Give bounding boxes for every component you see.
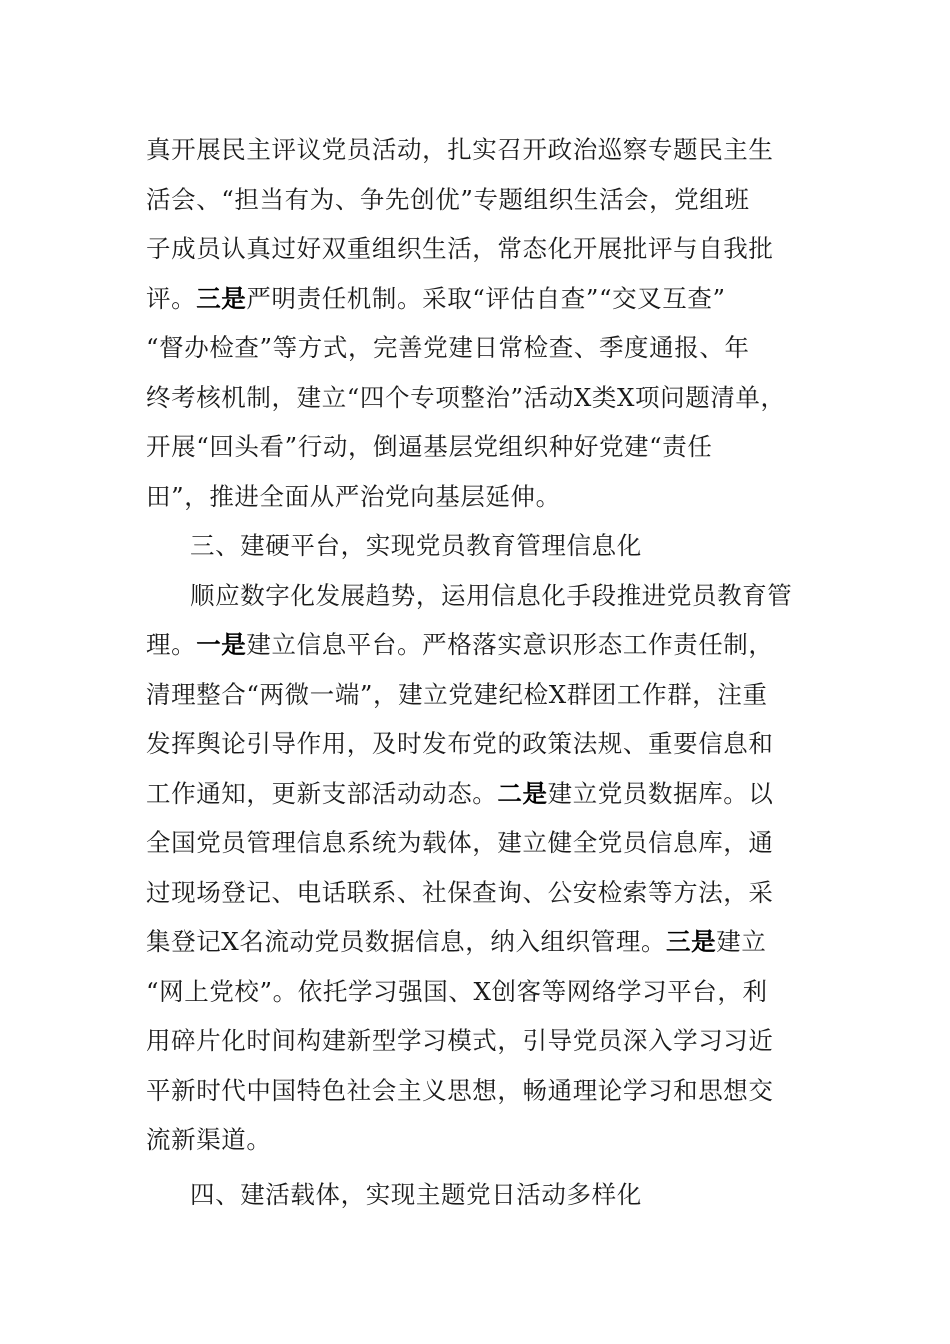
text-line	[146, 823, 774, 863]
text-run: 活会、“担当有为、争先创优”专题组织生活会，党组班	[146, 185, 750, 214]
text-run: “网上党校”。依托学习强国、X创客等网络学习平台，利	[146, 977, 768, 1006]
text-run: 发挥舆论引导作用，及时发布党的政策法规、重要信息和	[146, 729, 774, 758]
text-line	[146, 130, 774, 170]
text-run: 严明责任机制。采取“评估自查”“交叉互查”	[246, 284, 726, 313]
text-line	[146, 625, 774, 665]
text-line	[146, 675, 768, 715]
emphasis-lead: 三是	[666, 927, 717, 956]
text-line	[146, 378, 786, 418]
text-run: 建立	[716, 927, 767, 956]
text-line	[146, 724, 774, 764]
text-line	[146, 1071, 774, 1111]
text-line	[146, 229, 774, 269]
text-line	[146, 972, 768, 1012]
text-run: 子成员认真过好双重组织生活，常态化开展批评与自我批	[146, 234, 774, 263]
text-run: 清理整合“两微一端”，建立党建纪检X群团工作群，注重	[146, 680, 768, 709]
section-heading	[190, 526, 642, 566]
text-line	[146, 873, 774, 913]
section-heading-text: 三、建硬平台，实现党员教育管理信息化	[190, 531, 642, 560]
section-heading	[190, 1175, 642, 1215]
text-line	[146, 279, 726, 319]
text-line	[146, 1021, 774, 1061]
text-run: 顺应数字化发展趋势，运用信息化手段推进党员教育管	[190, 581, 793, 610]
text-run: 建立党员数据库。以	[547, 779, 774, 808]
text-line	[190, 576, 792, 616]
text-run: 开展“回头看”行动，倒逼基层党组织种好党建“责任	[146, 432, 713, 461]
text-run: 全国党员管理信息系统为载体，建立健全党员信息库，通	[146, 828, 774, 857]
text-run: 建立信息平台。严格落实意识形态工作责任制，	[246, 630, 774, 659]
text-run: 终考核机制，建立“四个专项整治”活动X类X项问题清单，	[146, 383, 786, 412]
emphasis-lead: 二是	[497, 779, 548, 808]
text-run: “督办检查”等方式，完善党建日常检查、季度通报、年	[146, 333, 750, 362]
text-run: 用碎片化时间构建新型学习模式，引导党员深入学习习近	[146, 1026, 774, 1055]
text-run: 流新渠道。	[146, 1125, 272, 1154]
text-run: 平新时代中国特色社会主义思想，畅通理论学习和思想交	[146, 1076, 774, 1105]
text-line	[146, 328, 750, 368]
text-line	[146, 427, 712, 467]
text-line	[146, 180, 750, 220]
emphasis-lead: 三是	[196, 284, 247, 313]
text-line	[146, 1120, 272, 1160]
text-run: 过现场登记、电话联系、社保查询、公安检索等方法，采	[146, 878, 774, 907]
emphasis-lead: 一是	[196, 630, 247, 659]
text-run: 集登记X名流动党员数据信息，纳入组织管理。	[146, 927, 667, 956]
section-heading-text: 四、建活载体，实现主题党日活动多样化	[190, 1180, 642, 1209]
text-run: 工作通知，更新支部活动动态。	[146, 779, 498, 808]
text-run: 评。	[146, 284, 197, 313]
text-line	[146, 922, 766, 962]
text-line	[146, 477, 561, 517]
text-run: 真开展民主评议党员活动，扎实召开政治巡察专题民主生	[146, 135, 774, 164]
text-run: 理。	[146, 630, 197, 659]
text-line	[146, 774, 774, 814]
text-run: 田”，推进全面从严治党向基层延伸。	[146, 482, 561, 511]
